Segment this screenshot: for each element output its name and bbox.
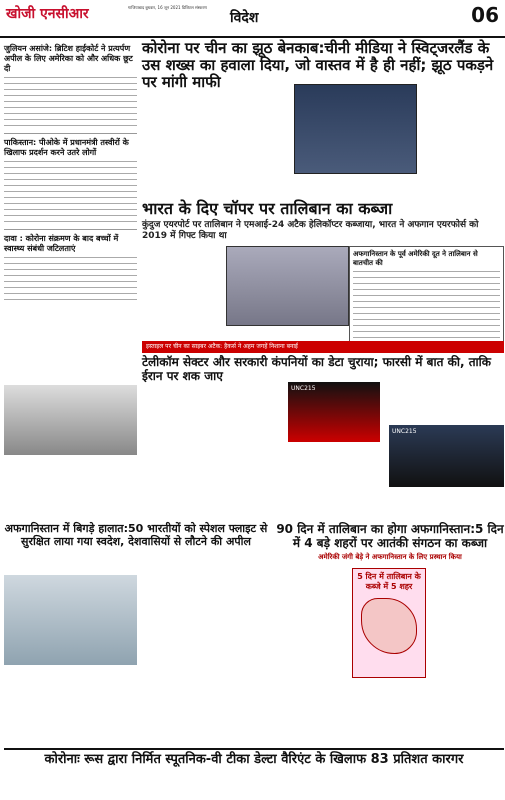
page-number: 06 <box>471 3 499 27</box>
map-title: 5 दिन में तालिबान के कब्जे में 5 शहर <box>357 572 421 591</box>
briefs-column <box>4 44 137 305</box>
sidebar-headline: अफगानिस्तान के पूर्व अमेरिकी दूत ने तालिबान से बातचीत की <box>353 250 478 267</box>
vaccine-photo <box>4 385 137 455</box>
evacuation-photo <box>4 575 137 665</box>
lead-photo <box>294 84 417 174</box>
story-headline: कोरोनाः रूस द्वारा निर्मित स्पूतनिक-वी टीका डेल्टा वैरिएंट के खिलाफ 83 प्रतिशत कारगर <box>4 748 504 767</box>
unc-label: UNC215 <box>291 385 316 392</box>
story-headline: भारत के दिए चॉपर पर तालिबान का कब्जा <box>142 199 393 218</box>
unc-label-2: UNC215 <box>392 428 417 435</box>
paper-logo: खोजी एनसीआर <box>6 6 89 22</box>
story-headline: 90 दिन में तालिबान का होगा अफगानिस्तान:5 दिन में 4 बड़े शहरों पर आतंकी संगठन का कब्जा <box>276 522 504 550</box>
lead-headline: कोरोना पर चीन का झूठ बेनकाब:चीनी मीडिया ने स्विट्जरलैंड के उस शख्स का हवाला दिया, जो वास्तव में है ही नहीं; झूठ पकड़ने पर मांगी माफी <box>142 39 494 91</box>
kicker-band <box>142 341 504 353</box>
story-headline: अफगानिस्तान में बिगड़े हालात:50 भारतीयों को स्पेशल फ्लाइट से सुरक्षित लाया गया स्वदेश, देशवासियों से लौटने की अपील <box>4 522 268 548</box>
map-graphic <box>352 568 426 678</box>
helicopter-photo <box>226 246 349 326</box>
story-subhead: अमेरिकी जंगी बेड़े ने अफगानिस्तान के लिए प्रस्थान किया <box>318 553 462 561</box>
masthead <box>0 0 505 38</box>
country-outline <box>361 598 417 654</box>
dateline: गाजियाबाद बुधवार, 16 जून 2021 डिजिटल संस्करण <box>128 5 207 10</box>
section-tag: विदेश <box>230 10 259 26</box>
unc-graphic-2 <box>389 425 504 487</box>
sidebar-box <box>349 246 504 353</box>
kicker-text: इस्ताइल पर चीन का साइबर अटैक: हैकर्स ने अहम जगहें निशाना बनाईं <box>146 343 298 350</box>
story-headline: टेलीकॉम सेक्टर और सरकारी कंपनियों का डेटा चुराया; फारसी में बात की, ताकि ईरान पर शक जाए <box>142 355 491 383</box>
story-subhead: कुंदुज एयरपोर्ट पर तालिबान ने एमआई-24 अटैक हेलिकॉप्टर कब्जाया, भारत ने अफगान एयरफोर्स को 2019 में गिफ्ट किया था <box>142 220 479 241</box>
unc-graphic <box>288 382 380 442</box>
brief-headline: पाकिस्तान: पीओके में प्रधानमंत्री तस्वीरों के खिलाफ प्रदर्शन करने उतरे लोगों <box>4 138 129 157</box>
brief-headline: दावा : कोरोना संक्रमण के बाद बच्चों में स्वास्थ्य संबंधी जटिलताएं <box>4 234 119 253</box>
brief-headline: जुलियन असांजे: ब्रिटिश हाईकोर्ट ने प्रत्यर्पण अपील के लिए अमेरिका को और अधिक छूट दी <box>4 44 133 73</box>
